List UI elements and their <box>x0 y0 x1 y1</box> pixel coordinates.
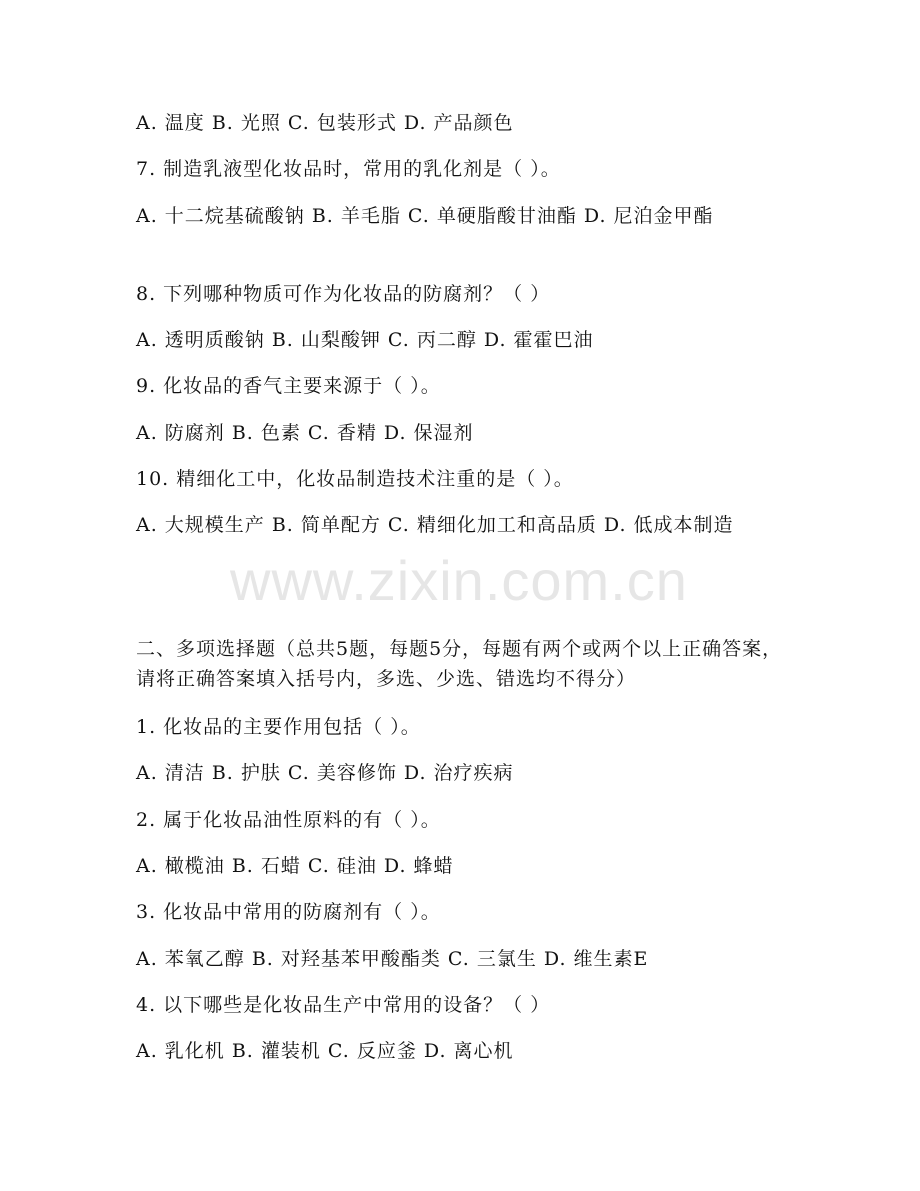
mq3-options: A. 苯氧乙醇 B. 对羟基苯甲酸酯类 C. 三氯生 D. 维生素E <box>136 948 649 970</box>
mq2-question: 2. 属于化妆品油性原料的有（ ）。 <box>136 809 441 831</box>
q10-options: A. 大规模生产 B. 简单配方 C. 精细化加工和高品质 D. 低成本制造 <box>136 514 734 536</box>
mq3-question: 3. 化妆品中常用的防腐剂有（ ）。 <box>136 901 441 923</box>
mq2-options: A. 橄榄油 B. 石蜡 C. 硅油 D. 蜂蜡 <box>136 855 454 877</box>
q8-question: 8. 下列哪种物质可作为化妆品的防腐剂？（ ） <box>136 283 551 305</box>
q9-question: 9. 化妆品的香气主要来源于（ ）。 <box>136 375 441 397</box>
q8-options: A. 透明质酸钠 B. 山梨酸钾 C. 丙二醇 D. 霍霍巴油 <box>136 329 594 351</box>
q10-question: 10. 精细化工中，化妆品制造技术注重的是（ ）。 <box>136 468 574 490</box>
mq1-question: 1. 化妆品的主要作用包括（ ）。 <box>136 716 421 738</box>
q7-options: A. 十二烷基硫酸钠 B. 羊毛脂 C. 单硬脂酸甘油酯 D. 尼泊金甲酯 <box>136 205 714 227</box>
q9-options: A. 防腐剂 B. 色素 C. 香精 D. 保湿剂 <box>136 422 474 444</box>
section-heading: 二、多项选择题（总共5题，每题5分，每题有两个或两个以上正确答案，请将正确答案填入括号内，多选、少选、错选均不得分） <box>136 638 783 690</box>
watermark: www.zixin.com.cn <box>230 549 688 612</box>
mq1-options: A. 清洁 B. 护肤 C. 美容修饰 D. 治疗疾病 <box>136 762 514 784</box>
mq4-question: 4. 以下哪些是化妆品生产中常用的设备？（ ） <box>136 994 551 1016</box>
mq4-options: A. 乳化机 B. 灌装机 C. 反应釜 D. 离心机 <box>136 1040 514 1062</box>
q6-options: A. 温度 B. 光照 C. 包装形式 D. 产品颜色 <box>136 112 514 134</box>
q7-question: 7. 制造乳液型化妆品时，常用的乳化剂是（ ）。 <box>136 158 561 180</box>
